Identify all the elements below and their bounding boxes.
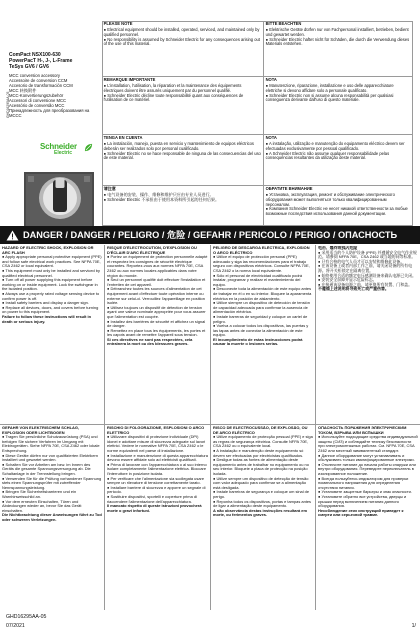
warning-line: ● Установите обратно все устройства, дверцы и крышки перед включением питания данного оборудования.	[318, 493, 407, 509]
doc-code-vertical	[2, 60, 8, 120]
notice-heading: 请注意	[103, 186, 116, 192]
warning-line: ● Всегда пользуйтесь индикатором для проверки номинального напряжения для определения отсутствия питания.	[318, 475, 409, 490]
warning-footnote: Si ces directives ne sont pas respectées, cela entraînera la mort ou des blessures graves.	[107, 336, 193, 347]
logo-leaf-icon	[84, 143, 93, 152]
product-title-2: PowerPacT H-, J-, L-Frame	[9, 58, 73, 64]
row-divider	[0, 424, 420, 425]
warning-line: ● Always use a properly rated voltage sensing device to confirm power is off.	[2, 290, 100, 301]
warning-line: ● Utilice el equipo de protección personal (PPE) adecuado y siga las recomendaciones para el trabajo seguro con dispositivos eléctricos. Consulte NFPA 70E, CSA Z462 o la norma local equivalente.	[213, 254, 310, 273]
warning-line: ● Instale barreiras de segurança e coloque um sinal de perigo.	[213, 489, 310, 499]
warning-footnote: Die Nichtbeachtung dieser Anweisungen führt zu Tod oder schweren Verletzungen.	[2, 512, 102, 522]
warning-footnote: Несоблюдение этих инструкций приведет к смерти или серьезной травме.	[318, 507, 404, 518]
warning-line: ● Schalten Sie vor Arbeiten am bzw. im Innern des Geräts die gesamte Spannungsversorgung ab. Die Schaltanlage in der Trennstellung bringen.	[2, 461, 91, 476]
warning-heading: GEFAHR VON ELEKTRISCHEM SCHLAG, EXPLOSION ODER LICHTBOGEN	[2, 426, 80, 435]
warning-line: ● Vor dem erneuten Einschalten, Türen und Abdeckungen wieder an, bevor Sie das Gerät einschalten.	[2, 498, 82, 513]
warning-line: ● Install safety barriers and display a danger sign.	[2, 300, 89, 306]
warning-line: ● Installez des barrières de sécurité et affichez un signal de danger.	[107, 318, 206, 329]
warning-line: ● Remettez en place tous les équipements, les portes et les capots avant de remettre l'appareil sous tension.	[107, 327, 206, 338]
warning-line: ● Utilizzare dispositivi di protezione individuale (DPI) idonei e adottare misure di sicurezza adeguate sul lavori elettrici. Vedere le normative NFPA 70E, CSA Z462 o le norme equivalenti nel paese di installazione.	[107, 434, 206, 453]
notice-zh	[102, 186, 264, 226]
lang-line: MCC-Konvertierungszubehör	[9, 93, 64, 98]
product-title-3: TeSys GV6 / GV6	[9, 64, 49, 70]
warning-line: ● Seul un personnel qualifié doit effectuer l'installation et l'entretien de cet appareil.	[107, 277, 206, 287]
notice-line: ● Manutenzione, riparazione, installazione e uso delle apparecchiature elettriche si devono affidare solo a personale qualificato.	[265, 82, 394, 93]
warning-line: ● 在接通该设备电源之前，请更换所有装置、门和盖。	[318, 281, 413, 287]
warning-line: ● 始终使用合适的额定电压感测设备来确认电源已关闭。	[318, 272, 416, 278]
notice-heading: NOTA	[265, 77, 277, 83]
notice-line: ● Schneider Electric décline toute responsabilité quant aux conséquences de l'utilisation de ce matériel.	[103, 92, 244, 103]
warning-heading: 电击、爆炸或弧闪危险	[318, 246, 358, 250]
notice-es	[102, 135, 264, 186]
warning-heading: HAZARD OF ELECTRIC SHOCK, EXPLOSION OR ARC FLASH	[2, 246, 94, 255]
warning-heading: ОПАСНОСТЬ ПОРАЖЕНИЯ ЭЛЕКТРИЧЕСКИМ ТОКОМ, ВЗРЫВА ИЛИ ВСПЫШКИ	[318, 426, 407, 435]
notice-line: ● L'installation, l'utilisation, la réparation et la maintenance des équipements électriques doivent être assurés uniquement par du personnel qualifié.	[103, 82, 242, 93]
warning-footnote: 不遵循上述说明将导致死亡或严重伤害。	[318, 286, 389, 292]
warning-line: ● Desligue todas as fontes de alimentação deste equipamento antes de trabalhar no equipamento ou no seu interior. Bloqueie a placa de protecção na posição isolada.	[213, 457, 309, 476]
warning-line: ● 在该设备上或者内部工作之前，请关闭设备的所有电源。将开关柜锁定在隔离位置。	[318, 263, 413, 273]
warning-footnote: Failure to follow these instructions will result in death or serious injury.	[2, 313, 92, 324]
warning-line: ● Utilize equipamento de protecção pessoal (PPE) e siga as regras de segurança eléctrica. Consulte NFPA 70E, CSA Z462 ou o equivalente local.	[213, 434, 313, 449]
notice-de	[264, 21, 413, 77]
warning-line: ● Prima di lavorare con l'apparecchiatura o al suo interno isolare completamente l'alimentazione elettrica. Bloccare l'interruttore in posizione isolata.	[107, 461, 207, 476]
warning-line: ● 安装安全屏障并显示危险标志。	[318, 277, 377, 283]
warning-line: ● Apply appropriate personal protective equipment (PPE) and follow safe electrical work practices. See NFPA 70E, CSA Z462 or local equivalent.	[2, 254, 102, 269]
notice-fr	[102, 77, 264, 135]
warning-line: ● A instalação e manutenção deste equipamento só devem ser efectuadas por electricistas qualificados.	[213, 447, 304, 458]
warning-heading: RISQUE D'ÉLECTROCUTION, D'EXPLOSION OU D'ÉCLAIR D'ARC ÉLECTRIQUE	[107, 246, 197, 255]
notice-heading: ОБРАТИТЕ ВНИМАНИЕ	[265, 186, 313, 192]
notice-heading: REMARQUE IMPORTANTE	[103, 77, 156, 83]
warning-heading: RISCHIO DI FOLGORAZIONE, ESPLOSIONI O ARCO ELETTRICO	[107, 426, 205, 435]
warning-line: ● Sólo el personal de electricidad cualificado podrá instalar, programar y realizar el mantenimiento del equipo.	[213, 272, 303, 287]
warning-de	[0, 426, 104, 610]
logo-sub: Electric	[54, 150, 73, 156]
warning-it	[105, 426, 210, 610]
lang-line: MCC conversion accessory	[9, 73, 60, 78]
warning-line: ● Отключите питание до начала работы снаружи или внутри оборудования. Переведите переключатель в изолированное положение.	[318, 461, 416, 476]
notice-pt	[264, 135, 413, 186]
lang-line: Accessoire de conversion CCM	[9, 78, 68, 83]
notice-line: ● La instalación, manejo, puesta en servicio y mantenimiento de equipos eléctricos deberán ser realizados solo por personal cualificado.	[103, 140, 254, 151]
warning-line: ● Replace all devices, doors, and covers before turning on power to this equipment.	[2, 304, 99, 315]
notice-line: ● Установка, эксплуатация, ремонт и обслуживание электрического оборудования может выполняться только квалифицированным персоналом.	[265, 191, 395, 207]
warning-line: ● Portez un équipement de protection personnelle adapté et respectez les consignes de sécurité électrique courantes. Reportez-vous aux normes NFPA 70E, CSA Z462 ou aux normes locales applicables dans votre région du monde.	[107, 254, 208, 278]
notice-heading: NOTA	[265, 135, 277, 141]
doc-code-vertical-text: GHD16295AA-05	[6, 91, 10, 118]
warning-line: ● Tragen Sie persönliche Schutzausrüstung (PSA) und befolgen Sie sichere Verfahren im Umgang mit Elektrogeräten. Siehe NFPA 70E, CSA Z462 oder lokale Entsprechung.	[2, 434, 100, 453]
warning-footnote: El incumplimiento de estas instrucciones podrá causar la muerte o lesiones serias.	[213, 336, 303, 347]
warning-pt	[211, 426, 315, 610]
warning-line: ● 采用适当的个人防护设备 (PPE) 并遵循安全电气作业规范。请参阅 NFPA 70E、CSA Z462 或当地的同等标准。	[318, 249, 417, 260]
warning-line: ● Используйте подходящие средства индивидуальной защиты (СИЗ) и соблюдайте технику безопасности при электромонтажных работах. См. NFPA 70E, CSA Z462 или местный эквивалентный стандарт.	[318, 434, 418, 453]
warning-line: ● Sostituire dispositivi, sportelli e coperture prima di riaccendere l'alimentazione dell'apparecchiatura.	[107, 493, 197, 504]
warning-fr	[105, 246, 210, 424]
warning-triangle-icon	[6, 230, 19, 241]
warning-line: ● Bringen Sie Sicherheitsbarrieren und ein Warnhinweisschild an.	[2, 489, 77, 499]
footer-doc-code: GHD16295AA-05	[6, 614, 47, 620]
footer	[0, 612, 420, 640]
notice-line: ● Elektrische Geräte dürfen nur von Fachpersonal installiert, betrieben, bedient und gewartet werden.	[265, 26, 409, 37]
lang-line: Принадлежность для преобразования на МССС	[9, 108, 90, 118]
notice-line: ● A instalação, utilização e manutenção do equipamento eléctrico devem ser efectuadas exclusivamente por pessoal qualificado.	[265, 140, 405, 151]
product-image	[20, 162, 100, 226]
notice-line: ● Schneider Electric no se hace responsable de ninguna de las consecuencias del uso de este material.	[103, 150, 261, 161]
danger-banner	[0, 226, 420, 244]
warning-es	[211, 246, 315, 424]
warning-footnote: A não observância destas instruções resultará em morte, ou ferimentos graves.	[213, 507, 307, 518]
warning-line: ● Данное оборудование могут устанавливать и обслуживать только квалифицированные электрики.	[318, 452, 415, 463]
warning-line: ● This equipment must only be installed and serviced by qualified electrical personnel.	[2, 267, 100, 278]
warning-line: ● Установите защитные барьеры и знак опасности.	[318, 489, 412, 495]
warning-line: ● Débranchez toutes les sources d'alimentation de cet équipement avant d'effectuer toute opération interne ou externe sur celui-ci. Verrouillez l'appareillage en position isolée.	[107, 286, 205, 306]
warning-zh	[316, 246, 420, 424]
notice-line: ● Schneider Electric 不承担由于使用本资料所引起的任何后果。	[103, 196, 220, 202]
warning-line: ● Installazione e manutenzione di questa apparecchiatura devono essere affidate solo ad elettricisti qualificati.	[107, 452, 208, 463]
warning-line: ● Turn off all power supplying this equipment before working on or inside equipment. Lock the switchgear in the isolated position.	[2, 277, 98, 292]
footer-date: 07/2021	[6, 623, 25, 629]
notice-line: ● 电气设备的安装、操作、维修和维护只应由专业人员进行。	[103, 191, 214, 197]
logo-name: Schneider	[40, 142, 77, 151]
warning-line: ● 只有合格的电气人员才可以安装和维修此设备。	[318, 258, 405, 264]
warning-heading: PELIGRO DE DESCARGA ELÉCTRICA, EXPLOSIÓN O ARCO ELÉCTRICO	[213, 246, 310, 255]
warning-line: ● Verwenden Sie für die Prüfung vorhandener Spannung stets einen Spannungsprüfer mit zutreffender Nennspannungsleistung.	[2, 475, 102, 490]
notice-line: ● Electrical equipment should be installed, operated, serviced, and maintained only by qualified personnel.	[103, 26, 260, 37]
warning-line: ● Instale barreras de seguridad y coloque un cartel de peligro.	[213, 313, 308, 324]
notice-heading: PLEASE NOTE	[103, 21, 133, 27]
warning-line: ● Desconecte toda la alimentación de este equipo antes de trabajar en él o en su interior. Bloquee la aparamenta eléctrica en la posición de aislamiento.	[213, 286, 312, 301]
warning-line: ● Reponha todos os dispositivos, portas e tampas antes de ligar a alimentação deste equipamento.	[213, 498, 312, 509]
lang-line: Accesorio de transformación CCM	[9, 83, 73, 88]
notice-ru	[264, 186, 413, 226]
warning-line: ● Installare barriere di sicurezza e apporre un segnale di pericolo.	[107, 484, 206, 495]
warning-line: ● Utilize sempre um dispositivo de detecção de tensão com valor adequado para confirmar se a alimentação está desligada.	[213, 475, 309, 490]
warning-line: ● Diese Geräte dürfen nur von qualifizierten Elektrikern installiert und gewartet werden.	[2, 452, 99, 463]
notice-line: ● No responsibility is assumed by Schneider Electric for any consequences arising out of the use of this material.	[103, 36, 260, 47]
warning-line: ● Utilisez toujours un dispositif de détection de tension ayant une valeur nominale appropriée pour vous assurer que l'alimentation est coupée.	[107, 304, 206, 319]
notice-line: ● Schneider Electric haftet nicht für Schäden, die durch die Verwendung dieses Materials entstehen.	[265, 36, 410, 47]
lang-line: MCC 转换附件	[9, 88, 37, 93]
lang-line: Acessório de conversão MCC	[9, 103, 65, 108]
notice-heading: BITTE BEACHTEN	[265, 21, 302, 27]
warning-heading: RISCO DE ELECTROCUSSÃO, DE EXPLOSÃO, OU DE ARCO ELÉCTRICO	[213, 426, 308, 435]
warning-line: ● Per verificare che l'alimentazione sia scollegata usare sempre un rilevatore di tensione correttamente tarato.	[107, 475, 205, 486]
schneider-logo	[40, 142, 100, 158]
notice-en	[102, 21, 264, 77]
notice-line: ● A Schneider Electric não assume qualquer responsabilidade pelas consequências resultantes da utilização deste material.	[265, 150, 390, 161]
footer-page: 1/	[411, 623, 416, 629]
lang-line: Accessori di conversione MCC	[9, 98, 67, 103]
notice-line: ● Компания Schneider Electric не несет никакой ответственности за любые возможные последствия использования данной документации.	[265, 206, 408, 217]
notice-line: ● Schneider Electric non si assume alcuna responsabilità per qualsiasi conseguenza derivante dall'uso di questo materiale.	[265, 92, 394, 103]
warning-footnote: Il mancato rispetto di queste istruzioni provocherà morte o gravi infortuni.	[107, 503, 202, 513]
notice-it	[264, 77, 413, 135]
warning-line: ● Vuelva a colocar todos los dispositivos, las puertas y las tapas antes de conectar la alimentación de este equipo.	[213, 323, 309, 338]
danger-banner-text: DANGER / DANGER / PELIGRO / 危险 / GEFAHR / PERICOLO / PERIGO / ОПАСНОСТЬ	[23, 230, 398, 240]
warning-en	[0, 246, 104, 424]
product-title-1: ComPact NSX100-630	[9, 52, 61, 58]
notice-heading: TENGA EN CUENTA	[103, 135, 143, 141]
warning-line: ● Utilice siempre un dispositivo de detección de tensión de capacidad adecuada para confirmar la ausencia de alimentación eléctrica.	[213, 300, 310, 315]
warning-ru	[316, 426, 420, 610]
